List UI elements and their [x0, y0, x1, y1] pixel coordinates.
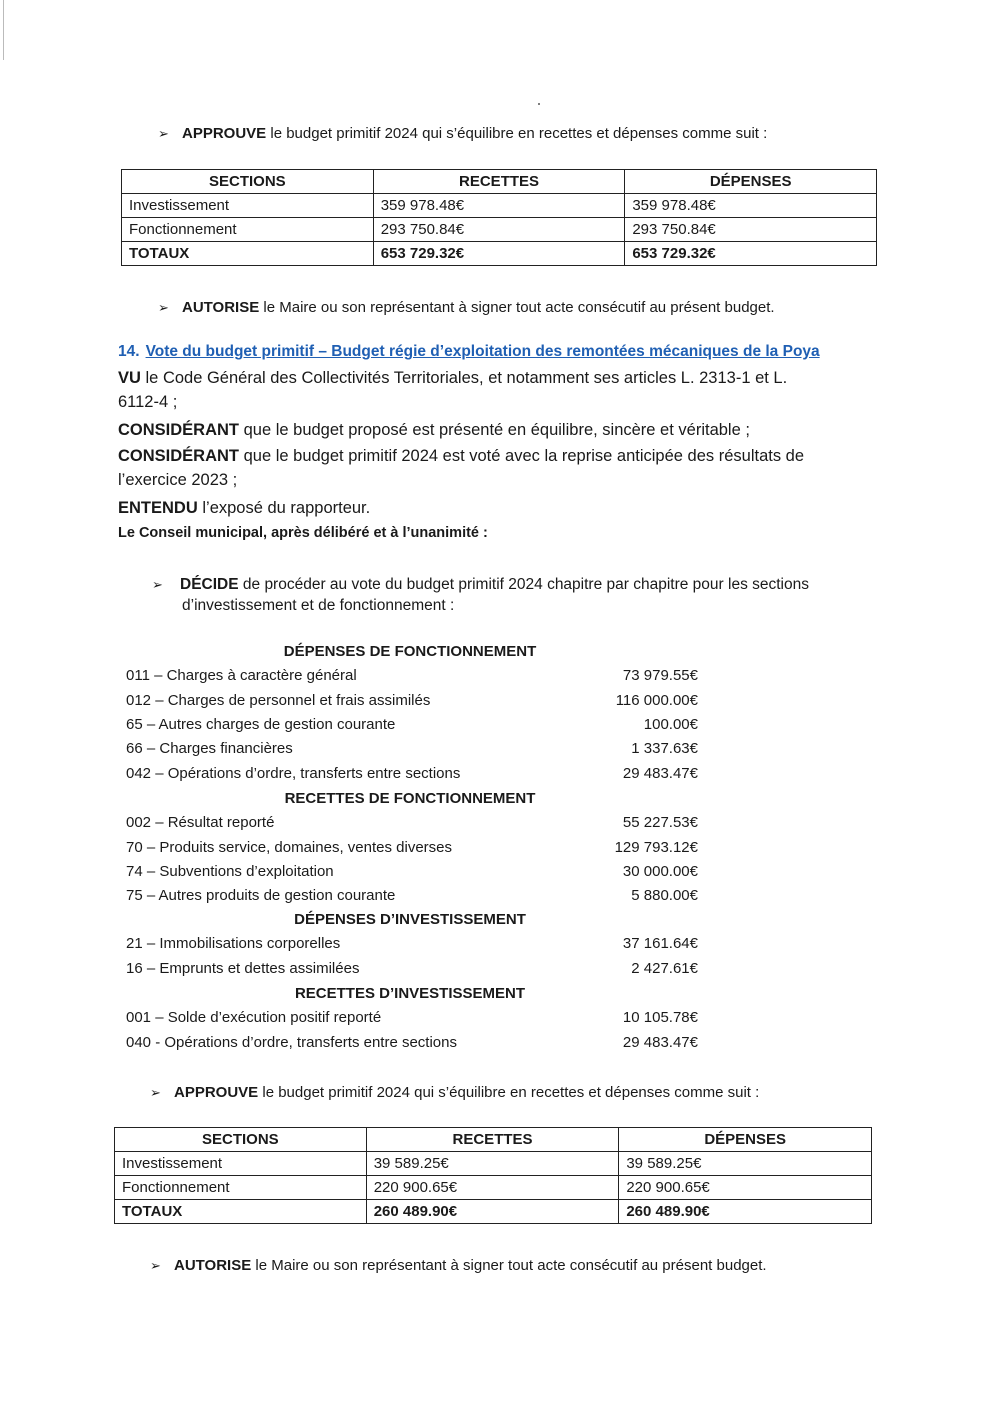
list-item: 74 – Subventions d’exploitation 30 000.00€ [126, 863, 698, 880]
list-item: 21 – Immobilisations corporelles 37 161.64€ [126, 935, 698, 952]
list-item: 040 - Opérations d’ordre, transferts entre sections 29 483.47€ [126, 1034, 698, 1051]
table-row: Fonctionnement 293 750.84€ 293 750.84€ [122, 218, 877, 242]
arrow-bullet-icon: ➢ [152, 577, 163, 592]
list-item: 66 – Charges financières 1 337.63€ [126, 740, 698, 757]
considerant-paragraph-1: CONSIDÉRANT que le budget proposé est présenté en équilibre, sincère et véritable ; [118, 421, 750, 439]
scan-edge-line [3, 0, 4, 60]
authorize-bullet-2: ➢ AUTORISE le Maire ou son représentant à signer tout acte consécutif au présent budget. [150, 1257, 767, 1274]
list-item: 75 – Autres produits de gestion courante 5 880.00€ [126, 887, 698, 904]
table-header-row: SECTIONS RECETTES DÉPENSES [115, 1128, 872, 1152]
group-title-recettes-fonctionnement: RECETTES DE FONCTIONNEMENT [284, 790, 536, 807]
budget-table-2 [114, 1127, 872, 1224]
table-row: Investissement 359 978.48€ 359 978.48€ [122, 194, 877, 218]
list-item: 001 – Solde d’exécution positif reporté 10 105.78€ [126, 1009, 698, 1026]
list-item: 042 – Opérations d’ordre, transferts entre sections 29 483.47€ [126, 765, 698, 782]
table-total-row: TOTAUX 653 729.32€ 653 729.32€ [122, 242, 877, 266]
list-item: 002 – Résultat reporté 55 227.53€ [126, 814, 698, 831]
vu-paragraph: VU le Code Général des Collectivités Territoriales, et notamment ses articles L. 2313-1 et L. 6112-4 ; [118, 369, 788, 411]
group-title-depenses-fonctionnement: DÉPENSES DE FONCTIONNEMENT [283, 643, 537, 660]
table-header-row: SECTIONS RECETTES DÉPENSES [122, 170, 877, 194]
group-title-depenses-investissement: DÉPENSES D’INVESTISSEMENT [294, 911, 526, 928]
table-total-row: TOTAUX 260 489.90€ 260 489.90€ [115, 1200, 872, 1224]
scan-speck [538, 103, 540, 105]
arrow-bullet-icon: ➢ [150, 1258, 161, 1273]
decide-bullet: ➢ DÉCIDE de procéder au vote du budget primitif 2024 chapitre par chapitre pour les sections d’investissement et de fonctionnement : [152, 576, 809, 614]
group-title-recettes-investissement: RECETTES D’INVESTISSEMENT [294, 985, 526, 1002]
list-item: 012 – Charges de personnel et frais assimilés 116 000.00€ [126, 692, 698, 709]
list-item: 65 – Autres charges de gestion courante 100.00€ [126, 716, 698, 733]
section-title: 14. Vote du budget primitif – Budget régie d’exploitation des remontées mécaniques de la Poya [118, 343, 820, 360]
council-decision-line: Le Conseil municipal, après délibéré et à l’unanimité : [118, 525, 488, 541]
approve-bullet-1: ➢ APPROUVE le budget primitif 2024 qui s’équilibre en recettes et dépenses comme suit : [158, 125, 768, 142]
authorize-bullet-1: ➢ AUTORISE le Maire ou son représentant à signer tout acte consécutif au présent budget. [158, 299, 775, 316]
entendu-paragraph: ENTENDU l’exposé du rapporteur. [118, 499, 371, 517]
arrow-bullet-icon: ➢ [150, 1085, 161, 1100]
list-item: 16 – Emprunts et dettes assimilées 2 427.61€ [126, 960, 698, 977]
budget-table-1 [121, 169, 877, 266]
approve-bullet-2: ➢ APPROUVE le budget primitif 2024 qui s’équilibre en recettes et dépenses comme suit : [150, 1084, 760, 1101]
considerant-paragraph-2: CONSIDÉRANT que le budget primitif 2024 est voté avec la reprise anticipée des résultats de l’exercice 2023 ; [118, 447, 805, 489]
table-row: Fonctionnement 220 900.65€ 220 900.65€ [115, 1176, 872, 1200]
list-item: 70 – Produits service, domaines, ventes diverses 129 793.12€ [126, 839, 698, 856]
list-item: 011 – Charges à caractère général 73 979.55€ [126, 667, 698, 684]
arrow-bullet-icon: ➢ [158, 126, 169, 141]
arrow-bullet-icon: ➢ [158, 300, 169, 315]
table-row: Investissement 39 589.25€ 39 589.25€ [115, 1152, 872, 1176]
